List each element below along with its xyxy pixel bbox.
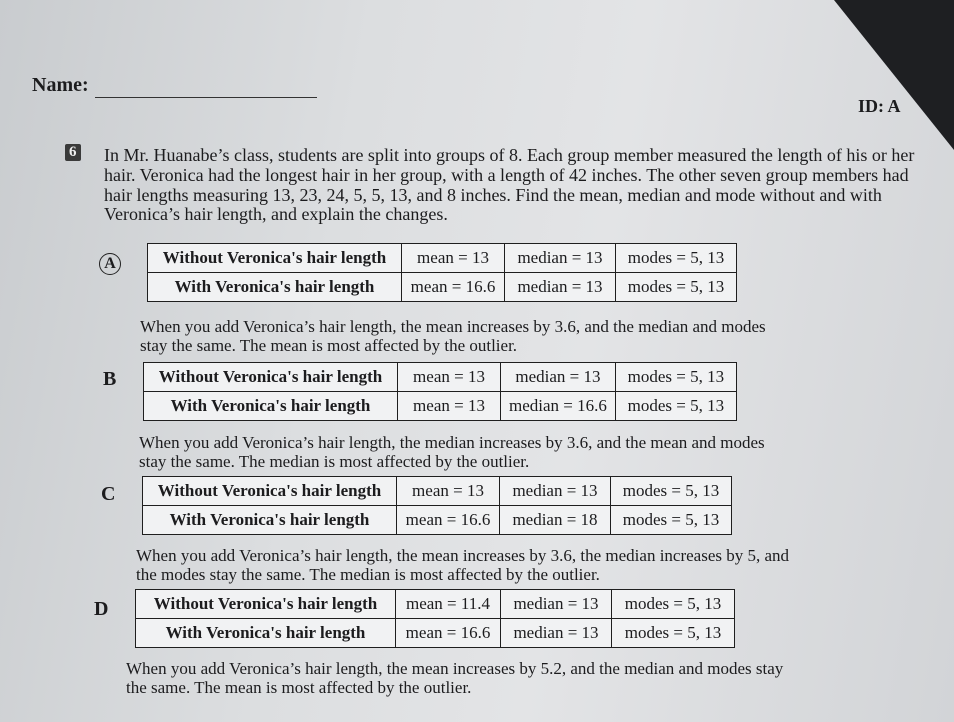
option-b-letter[interactable]: B <box>103 368 117 390</box>
modes-cell: modes = 5, 13 <box>612 590 735 619</box>
median-cell: median = 13 <box>501 590 612 619</box>
table-row <box>136 619 735 648</box>
option-a-explanation: When you add Veronica’s hair length, the mean increases by 3.6, and the median and modes stay the same. The mean is most affected by the outlier. <box>140 317 766 355</box>
option-c-letter[interactable]: C <box>101 483 116 505</box>
name-label: Name: <box>32 74 89 96</box>
row-label: With Veronica's hair length <box>148 273 402 302</box>
option-b-table <box>143 362 737 421</box>
question-number: 6 <box>65 144 81 161</box>
table-row <box>144 392 737 421</box>
mean-cell: mean = 16.6 <box>397 506 500 535</box>
row-label: Without Veronica's hair length <box>148 244 402 273</box>
option-d-letter[interactable]: D <box>94 598 109 620</box>
option-c-table <box>142 476 732 535</box>
row-label: Without Veronica's hair length <box>144 363 398 392</box>
row-label: With Veronica's hair length <box>144 392 398 421</box>
modes-cell: modes = 5, 13 <box>611 506 732 535</box>
option-d-explanation: When you add Veronica’s hair length, the mean increases by 5.2, and the median and modes stay the same. The mean is most affected by the outlier. <box>126 659 784 697</box>
modes-cell: modes = 5, 13 <box>612 619 735 648</box>
option-c-explanation: When you add Veronica’s hair length, the mean increases by 3.6, the median increases by 5, and the modes stay the same. The median is most affected by the outlier. <box>136 546 790 584</box>
table-row <box>143 477 732 506</box>
modes-cell: modes = 5, 13 <box>615 363 736 392</box>
option-b-explanation: When you add Veronica’s hair length, the median increases by 3.6, and the mean and modes stay the same. The median is most affected by the outlier. <box>139 433 765 471</box>
mean-cell: mean = 13 <box>402 244 505 273</box>
mean-cell: mean = 11.4 <box>396 590 501 619</box>
name-blank-line <box>95 97 317 98</box>
row-label: Without Veronica's hair length <box>136 590 396 619</box>
median-cell: median = 13 <box>505 244 616 273</box>
option-a-letter[interactable]: A <box>99 253 121 275</box>
median-cell: median = 13 <box>500 477 611 506</box>
median-cell: median = 13 <box>501 619 612 648</box>
table-row <box>144 363 737 392</box>
modes-cell: modes = 5, 13 <box>616 273 737 302</box>
table-row <box>148 273 737 302</box>
option-a-table <box>147 243 737 302</box>
modes-cell: modes = 5, 13 <box>615 392 736 421</box>
page-corner-shadow <box>834 0 954 150</box>
mean-cell: mean = 13 <box>398 392 501 421</box>
row-label: With Veronica's hair length <box>143 506 397 535</box>
mean-cell: mean = 16.6 <box>402 273 505 302</box>
id-label: ID: A <box>858 96 901 116</box>
median-cell: median = 16.6 <box>501 392 616 421</box>
table-row <box>143 506 732 535</box>
table-row <box>148 244 737 273</box>
median-cell: median = 13 <box>501 363 616 392</box>
option-d-table <box>135 589 735 648</box>
modes-cell: modes = 5, 13 <box>611 477 732 506</box>
question-prompt: In Mr. Huanabe’s class, students are split into groups of 8. Each group member measured the length of his or her hair. Veronica had the longest hair in her group, with a length of 42 inches. The other seven group members had hair lengths measuring 13, 23, 24, 5, 5, 13, and 8 inches. Find the mean, median and mode without and with Veronica’s hair length, and explain the changes. <box>104 145 915 225</box>
table-row <box>136 590 735 619</box>
median-cell: median = 18 <box>500 506 611 535</box>
row-label: Without Veronica's hair length <box>143 477 397 506</box>
modes-cell: modes = 5, 13 <box>616 244 737 273</box>
median-cell: median = 13 <box>505 273 616 302</box>
mean-cell: mean = 13 <box>397 477 500 506</box>
row-label: With Veronica's hair length <box>136 619 396 648</box>
mean-cell: mean = 16.6 <box>396 619 501 648</box>
mean-cell: mean = 13 <box>398 363 501 392</box>
